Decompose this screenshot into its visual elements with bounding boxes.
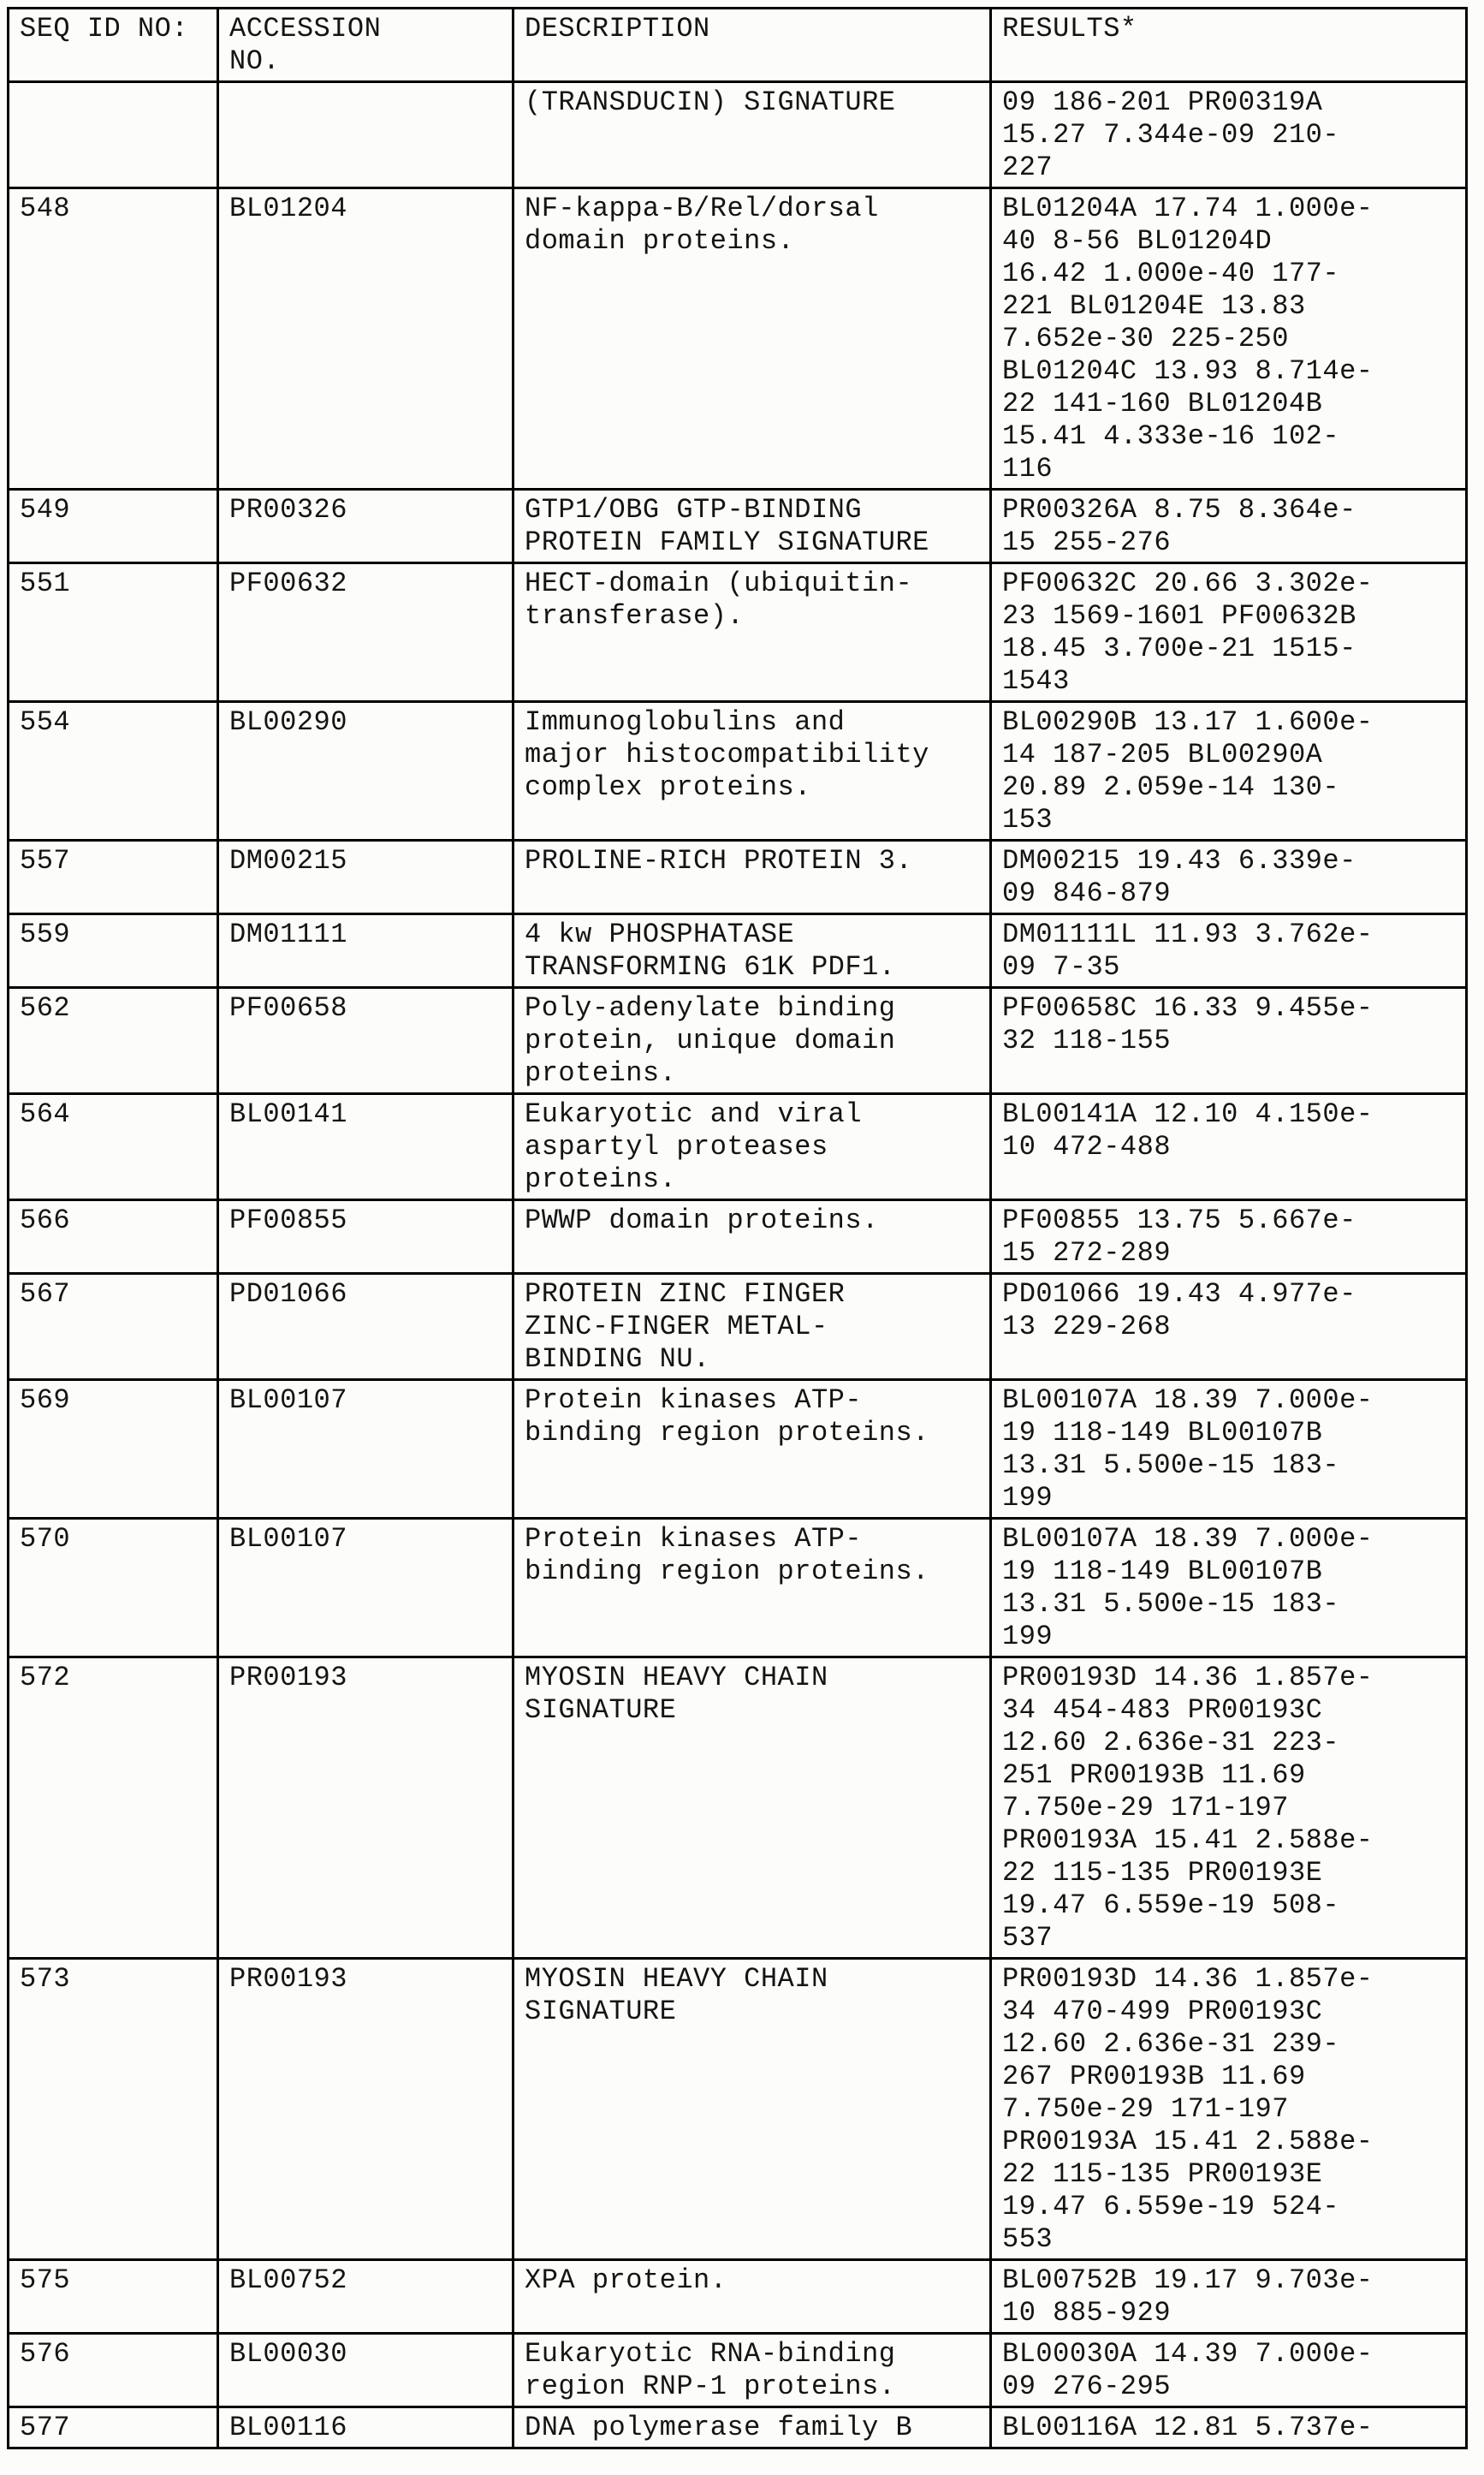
table-header [9,9,1467,82]
accession-cell: BL00116 [218,2407,513,2448]
seq-id-cell: 575 [9,2260,218,2334]
accession-cell: DM01111 [218,914,513,988]
description-cell: Protein kinases ATP- binding region proteins. [513,1380,991,1519]
accession-cell [218,82,513,188]
accession-cell: PD01066 [218,1274,513,1380]
description-cell: 4 kw PHOSPHATASE TRANSFORMING 61K PDF1. [513,914,991,988]
results-cell: PR00193D 14.36 1.857e- 34 470-499 PR00193C 12.60 2.636e-31 239- 267 PR00193B 11.69 7.750e-29 171-197 PR00193A 15.41 2.588e- 22 115-135 PR00193E 19.47 6.559e-19 524- 553 [991,1959,1467,2260]
description-cell: MYOSIN HEAVY CHAIN SIGNATURE [513,1657,991,1959]
description-cell: (TRANSDUCIN) SIGNATURE [513,82,991,188]
seq-id-cell [9,82,218,188]
results-cell: 09 186-201 PR00319A 15.27 7.344e-09 210- 227 [991,82,1467,188]
seq-id-cell: 569 [9,1380,218,1519]
seq-id-cell: 554 [9,702,218,841]
accession-cell: PR00326 [218,490,513,563]
table-row [9,2407,1467,2448]
header-accession: ACCESSION NO. [218,9,513,82]
accession-cell: BL00752 [218,2260,513,2334]
accession-cell: PR00193 [218,1657,513,1959]
seq-id-cell: 549 [9,490,218,563]
results-cell: PR00193D 14.36 1.857e- 34 454-483 PR00193C 12.60 2.636e-31 223- 251 PR00193B 11.69 7.750e-29 171-197 PR00193A 15.41 2.588e- 22 115-135 PR00193E 19.47 6.559e-19 508- 537 [991,1657,1467,1959]
table-row [9,1094,1467,1200]
results-cell: BL00107A 18.39 7.000e- 19 118-149 BL00107B 13.31 5.500e-15 183- 199 [991,1380,1467,1519]
description-cell: Poly-adenylate binding protein, unique domain proteins. [513,988,991,1094]
header-results: RESULTS* [991,9,1467,82]
results-cell: BL00116A 12.81 5.737e- [991,2407,1467,2448]
table-row [9,2260,1467,2334]
results-cell: BL00141A 12.10 4.150e- 10 472-488 [991,1094,1467,1200]
results-cell: DM01111L 11.93 3.762e- 09 7-35 [991,914,1467,988]
description-cell: PROLINE-RICH PROTEIN 3. [513,841,991,914]
seq-id-cell: 570 [9,1519,218,1657]
table-row [9,188,1467,490]
table-row [9,1274,1467,1380]
table-row [9,914,1467,988]
accession-cell: PF00632 [218,563,513,702]
table-row [9,1519,1467,1657]
accession-cell: BL00107 [218,1380,513,1519]
table-row [9,563,1467,702]
accession-cell: BL01204 [218,188,513,490]
table-row [9,1657,1467,1959]
description-cell: Immunoglobulins and major histocompatibility complex proteins. [513,702,991,841]
accession-cell: PF00658 [218,988,513,1094]
description-cell: NF-kappa-B/Rel/dorsal domain proteins. [513,188,991,490]
results-cell: BL00030A 14.39 7.000e- 09 276-295 [991,2334,1467,2407]
seq-id-cell: 577 [9,2407,218,2448]
table-row [9,1200,1467,1274]
results-cell: BL01204A 17.74 1.000e- 40 8-56 BL01204D 16.42 1.000e-40 177- 221 BL01204E 13.83 7.652e-30 225-250 BL01204C 13.93 8.714e- 22 141-160 BL01204B 15.41 4.333e-16 102- 116 [991,188,1467,490]
table-body [9,82,1467,2448]
seq-id-cell: 576 [9,2334,218,2407]
table-row [9,841,1467,914]
header-row [9,9,1467,82]
description-cell: Eukaryotic and viral aspartyl proteases proteins. [513,1094,991,1200]
description-cell: HECT-domain (ubiquitin- transferase). [513,563,991,702]
table-row [9,1380,1467,1519]
seq-id-cell: 559 [9,914,218,988]
table-row [9,490,1467,563]
results-cell: PR00326A 8.75 8.364e- 15 255-276 [991,490,1467,563]
accession-cell: DM00215 [218,841,513,914]
results-cell: BL00290B 13.17 1.600e- 14 187-205 BL00290A 20.89 2.059e-14 130- 153 [991,702,1467,841]
seq-id-cell: 573 [9,1959,218,2260]
accession-cell: BL00290 [218,702,513,841]
seq-id-cell: 564 [9,1094,218,1200]
table-row [9,2334,1467,2407]
accession-cell: PR00193 [218,1959,513,2260]
description-cell: GTP1/OBG GTP-BINDING PROTEIN FAMILY SIGNATURE [513,490,991,563]
table-row [9,988,1467,1094]
seq-id-cell: 548 [9,188,218,490]
seq-id-cell: 551 [9,563,218,702]
results-cell: PF00632C 20.66 3.302e- 23 1569-1601 PF00632B 18.45 3.700e-21 1515- 1543 [991,563,1467,702]
accession-cell: PF00855 [218,1200,513,1274]
seq-id-cell: 572 [9,1657,218,1959]
accession-cell: BL00107 [218,1519,513,1657]
seq-id-cell: 557 [9,841,218,914]
results-cell: PF00855 13.75 5.667e- 15 272-289 [991,1200,1467,1274]
results-cell: BL00752B 19.17 9.703e- 10 885-929 [991,2260,1467,2334]
results-cell: DM00215 19.43 6.339e- 09 846-879 [991,841,1467,914]
seq-id-cell: 567 [9,1274,218,1380]
description-cell: PWWP domain proteins. [513,1200,991,1274]
sequence-results-table [7,7,1468,2449]
seq-id-cell: 562 [9,988,218,1094]
description-cell: Protein kinases ATP- binding region proteins. [513,1519,991,1657]
results-cell: PD01066 19.43 4.977e- 13 229-268 [991,1274,1467,1380]
results-cell: BL00107A 18.39 7.000e- 19 118-149 BL00107B 13.31 5.500e-15 183- 199 [991,1519,1467,1657]
results-cell: PF00658C 16.33 9.455e- 32 118-155 [991,988,1467,1094]
description-cell: XPA protein. [513,2260,991,2334]
table-row [9,702,1467,841]
description-cell: Eukaryotic RNA-binding region RNP-1 proteins. [513,2334,991,2407]
description-cell: DNA polymerase family B [513,2407,991,2448]
seq-id-cell: 566 [9,1200,218,1274]
header-description: DESCRIPTION [513,9,991,82]
table-row [9,82,1467,188]
description-cell: MYOSIN HEAVY CHAIN SIGNATURE [513,1959,991,2260]
accession-cell: BL00141 [218,1094,513,1200]
table-row [9,1959,1467,2260]
header-seq-id: SEQ ID NO: [9,9,218,82]
accession-cell: BL00030 [218,2334,513,2407]
description-cell: PROTEIN ZINC FINGER ZINC-FINGER METAL- BINDING NU. [513,1274,991,1380]
